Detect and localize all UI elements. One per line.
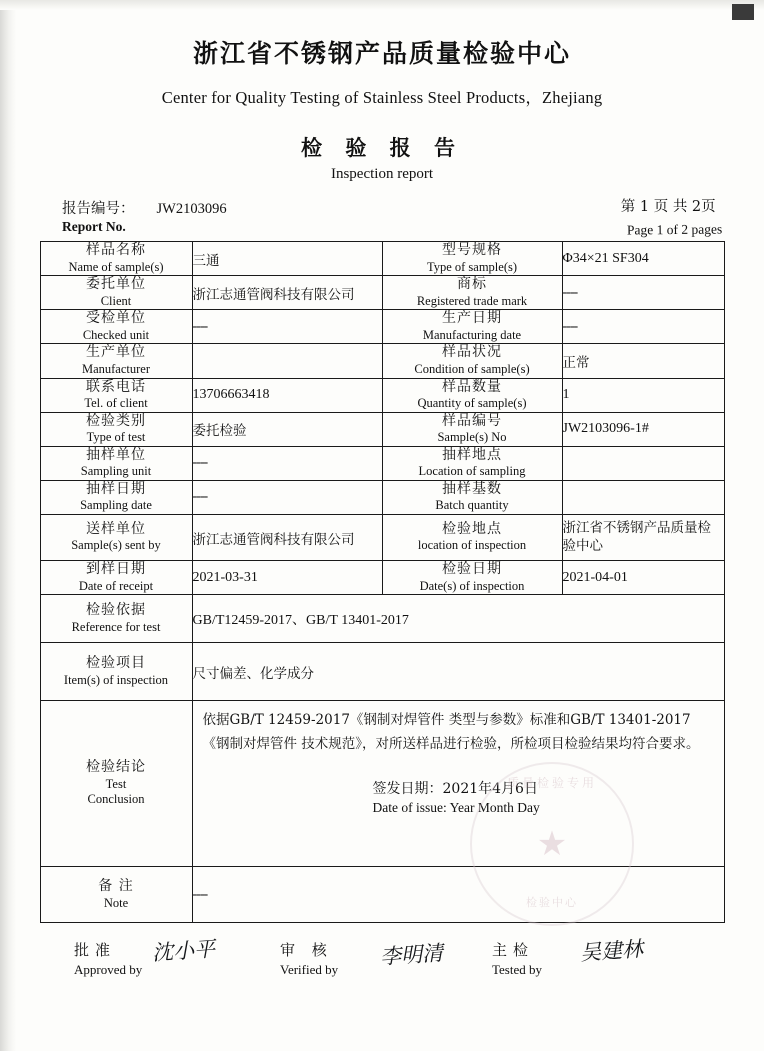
label-cn: 送样单位 bbox=[86, 520, 146, 537]
reference-value: GB/T12459-2017、GB/T 13401-2017 bbox=[192, 595, 724, 643]
label-en: location of inspection bbox=[417, 538, 527, 553]
document-title-en: Inspection report bbox=[330, 166, 434, 182]
label-en: Type of sample(s) bbox=[426, 259, 518, 274]
table-row-items bbox=[40, 643, 724, 701]
label-en: Date of receipt bbox=[78, 578, 154, 593]
issue-date-en: Date of issue: Year Month Day bbox=[372, 800, 540, 816]
table-row bbox=[40, 344, 724, 378]
page-indicator-cn: 第 1 页 共 2页 bbox=[620, 199, 716, 215]
row-6-right-value bbox=[562, 446, 724, 480]
row-2-right-value: ---- bbox=[562, 310, 724, 344]
row-4-right-label bbox=[382, 378, 562, 412]
row-1-left-label bbox=[40, 276, 192, 310]
report-number-label-cn: 报告编号： bbox=[62, 201, 135, 217]
label-en: Sampling unit bbox=[80, 464, 152, 479]
label-en: Sampling date bbox=[80, 498, 152, 513]
label-en-2: Conclusion bbox=[87, 792, 145, 807]
verified-by-label-cn: 审 核 bbox=[280, 941, 333, 960]
label-cn: 生产日期 bbox=[442, 310, 502, 327]
label-cn: 检验地点 bbox=[442, 520, 502, 537]
label-en: Sample(s) No bbox=[437, 430, 507, 445]
label-cn: 检验项目 bbox=[86, 655, 146, 672]
table-row-conclusion bbox=[40, 701, 724, 867]
row-5-left-value: 委托检验 bbox=[192, 412, 382, 446]
signature-row bbox=[40, 933, 724, 993]
tested-by-block bbox=[492, 939, 542, 978]
row-8-right-value: 浙江省不锈钢产品质量检验中心 bbox=[562, 515, 724, 561]
label-cn: 抽样单位 bbox=[86, 446, 146, 463]
label-cn: 样品状况 bbox=[442, 344, 502, 361]
organization-title-en: Center for Quality Testing of Stainless Steel Products，Zhejiang bbox=[161, 88, 603, 107]
label-cn: 样品名称 bbox=[86, 242, 146, 258]
row-8-right-label bbox=[382, 515, 562, 561]
row-3-right-value: 正常 bbox=[562, 344, 724, 378]
stamp-text-top: 质量检验专用 bbox=[506, 776, 597, 790]
table-row bbox=[40, 515, 724, 561]
label-en-1: Test bbox=[105, 776, 127, 791]
table-row bbox=[40, 446, 724, 480]
page-indicator bbox=[621, 195, 722, 238]
reference-label bbox=[40, 595, 192, 643]
row-7-right-value bbox=[562, 480, 724, 514]
row-3-left-label bbox=[40, 344, 192, 378]
row-6-right-label bbox=[382, 446, 562, 480]
document-title-cn: 检 验 报 告 bbox=[301, 135, 463, 160]
row-6-left-label bbox=[40, 446, 192, 480]
report-number-value: JW2103096 bbox=[156, 201, 227, 217]
table-row bbox=[40, 242, 724, 276]
label-en: Client bbox=[100, 293, 132, 308]
row-2-left-label bbox=[40, 310, 192, 344]
label-en: Condition of sample(s) bbox=[414, 361, 530, 376]
table-row bbox=[40, 561, 724, 595]
label-en: Registered trade mark bbox=[416, 293, 528, 308]
row-3-left-value bbox=[192, 344, 382, 378]
label-cn: 检验依据 bbox=[86, 602, 146, 619]
label-en: Note bbox=[103, 895, 129, 910]
label-en: Date(s) of inspection bbox=[419, 578, 525, 593]
tested-by-label-cn: 主检 bbox=[492, 941, 535, 960]
row-1-right-value: ---- bbox=[562, 276, 724, 310]
row-5-left-label bbox=[40, 412, 192, 446]
note-value: ---- bbox=[192, 867, 724, 923]
report-meta bbox=[0, 195, 764, 241]
items-value: 尺寸偏差、化学成分 bbox=[192, 643, 724, 701]
label-cn: 备 注 bbox=[98, 878, 134, 895]
row-5-right-label bbox=[382, 412, 562, 446]
label-cn: 检验类别 bbox=[86, 412, 146, 429]
verified-by-signature: 李明清 bbox=[379, 940, 444, 970]
row-9-left-label bbox=[40, 561, 192, 595]
report-number bbox=[62, 197, 235, 235]
label-en: Reference for test bbox=[71, 619, 161, 634]
row-6-left-value: ---- bbox=[192, 446, 382, 480]
label-en: Quantity of sample(s) bbox=[417, 396, 527, 410]
table-row bbox=[40, 378, 724, 412]
label-cn: 受检单位 bbox=[86, 310, 146, 327]
label-en: Manufacturing date bbox=[422, 327, 522, 342]
row-2-left-value: ---- bbox=[192, 310, 382, 344]
inspection-table bbox=[40, 241, 725, 923]
tested-by-signature: 吴建林 bbox=[579, 936, 644, 966]
tested-by-label-en: Tested by bbox=[492, 962, 542, 978]
report-number-label-en: Report No. bbox=[62, 219, 126, 234]
row-8-left-label bbox=[40, 515, 192, 561]
table-row-note bbox=[40, 867, 724, 923]
label-en: Sample(s) sent by bbox=[71, 538, 161, 553]
label-en: Type of test bbox=[86, 430, 146, 445]
row-4-right-value: 1 bbox=[562, 378, 724, 412]
table-row bbox=[40, 310, 724, 344]
approved-by-label-cn: 批准 bbox=[74, 941, 117, 960]
issue-date-cn: 签发日期：2021年4月6日 bbox=[372, 781, 538, 798]
label-en: Checked unit bbox=[82, 327, 150, 342]
label-cn: 抽样基数 bbox=[442, 480, 502, 497]
row-1-left-value: 浙江志通管阀科技有限公司 bbox=[192, 276, 382, 310]
row-3-right-label bbox=[382, 344, 562, 378]
label-cn: 型号规格 bbox=[442, 242, 502, 258]
row-4-left-value: 13706663418 bbox=[192, 378, 382, 412]
row-2-right-label bbox=[382, 310, 562, 344]
label-cn: 联系电话 bbox=[86, 378, 146, 395]
label-en: Location of sampling bbox=[418, 464, 526, 479]
organization-title-cn: 浙江省不锈钢产品质量检验中心 bbox=[192, 39, 571, 68]
label-cn: 抽样日期 bbox=[86, 480, 146, 497]
table-row bbox=[40, 480, 724, 514]
row-0-left-label bbox=[40, 242, 192, 276]
row-5-right-value: JW2103096-1# bbox=[562, 412, 724, 446]
row-9-left-value: 2021-03-31 bbox=[192, 561, 382, 595]
stamp-text-bottom: 检验中心 bbox=[526, 896, 578, 909]
row-7-right-label bbox=[382, 480, 562, 514]
label-cn: 样品数量 bbox=[442, 378, 502, 395]
stamp-star-icon: ★ bbox=[536, 826, 568, 863]
note-label bbox=[40, 867, 192, 923]
page-indicator-en: Page 1 of 2 pages bbox=[626, 221, 723, 238]
row-4-left-label bbox=[40, 378, 192, 412]
table-row bbox=[40, 412, 724, 446]
row-0-right-value: Φ34×21 SF304 bbox=[562, 242, 724, 276]
label-cn: 到样日期 bbox=[86, 561, 146, 577]
conclusion-text: 依据GB/T 12459-2017《钢制对焊管件 类型与参数》标准和GB/T 13401-2017《钢制对焊管件 技术规范》，对所送样品进行检验，所检项目检验结果均符合要求。 bbox=[202, 712, 700, 752]
label-cn: 检验日期 bbox=[442, 561, 502, 577]
row-7-left-value: ---- bbox=[192, 480, 382, 514]
label-cn: 检验结论 bbox=[86, 759, 146, 776]
row-0-left-value: 三通 bbox=[192, 242, 382, 276]
approved-by-signature: 沈小平 bbox=[151, 936, 216, 966]
label-cn: 委托单位 bbox=[86, 276, 146, 293]
label-en: Manufacturer bbox=[81, 361, 151, 376]
table-row bbox=[40, 276, 724, 310]
row-1-right-label bbox=[382, 276, 562, 310]
row-9-right-value: 2021-04-01 bbox=[562, 561, 724, 595]
label-cn: 抽样地点 bbox=[442, 446, 502, 463]
conclusion-cell bbox=[192, 701, 724, 867]
row-8-left-value: 浙江志通管阀科技有限公司 bbox=[192, 515, 382, 561]
label-cn: 商标 bbox=[457, 276, 487, 293]
verified-by-block bbox=[280, 939, 338, 978]
label-en: Item(s) of inspection bbox=[63, 672, 169, 687]
row-9-right-label bbox=[382, 561, 562, 595]
approved-by-label-en: Approved by bbox=[74, 962, 143, 978]
approved-by-block bbox=[74, 939, 142, 978]
verified-by-label-en: Verified by bbox=[280, 962, 339, 978]
row-7-left-label bbox=[40, 480, 192, 514]
label-en: Batch quantity bbox=[435, 498, 509, 513]
table-row-reference bbox=[40, 595, 724, 643]
items-label bbox=[40, 643, 192, 701]
row-0-right-label bbox=[382, 242, 562, 276]
label-en: Tel. of client bbox=[84, 396, 148, 410]
label-en: Name of sample(s) bbox=[68, 259, 164, 274]
label-cn: 生产单位 bbox=[86, 344, 146, 361]
conclusion-label bbox=[40, 701, 192, 867]
label-cn: 样品编号 bbox=[442, 412, 502, 429]
